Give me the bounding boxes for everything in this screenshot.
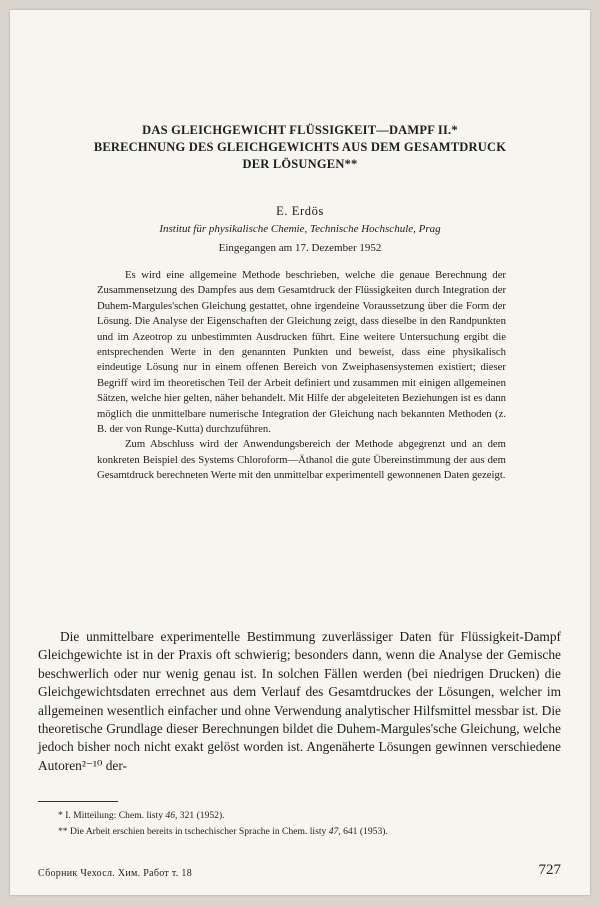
body-paragraph-1: Die unmittelbare experimentelle Bestimmung zuverlässiger Daten für Flüssigkeit-Dampf Gleichgewichte ist in der Praxis oft schwierig; besonders dann, wenn die Analyse der Gemische beschwerlich oder nur wenig genau ist. In solchen Fällen werden (bei niedrigen Drucken) die Gleichgewichtsdaten errechnet aus dem Verlauf des Gesamtdruckes der Lösungen, welcher im allgemeinen wesentlich einfacher und ohne Verwendung analytischer Hilfsmittel messbar ist. Die theoretische Grundlage dieser Berechnungen bildet die Duhem-Margules'sche Gleichung, welche jedoch bisher noch nicht exakt gelöst worden ist. Angenäherte Lösungen gewinnen verschiedene Autoren²⁻¹⁰ der- (38, 629, 561, 773)
footnote-1-volume: 46 (165, 810, 175, 821)
footnote-divider (38, 801, 118, 802)
abstract (97, 268, 506, 484)
journal-footer: Сборник Чехосл. Хим. Работ т. 18 (38, 868, 192, 879)
abstract-paragraph-2: Zum Abschluss wird der Anwendungsbereich der Methode abgegrenzt und an dem konkreten Beispiel des Systems Chloroform—Äthanol die gute Übereinstimmung der aus dem Gesamtdruck berechneten Werte mit den unmittelbar experimentell gewonnenen Daten gezeigt. (97, 438, 506, 482)
footnote-2-text: ** Die Arbeit erschien bereits in tschechischer Sprache in Chem. listy (58, 826, 329, 837)
article-title (50, 122, 550, 173)
paper-page (10, 10, 590, 895)
page-number: 727 (538, 862, 561, 878)
body-text (38, 628, 561, 775)
footnote-1-citation: , 321 (1952). (175, 810, 225, 821)
received-date: Eingegangen am 17. Dezember 1952 (218, 242, 382, 254)
author-affiliation: Institut für physikalische Chemie, Technische Hochschule, Prag (159, 223, 441, 235)
footnote-2 (58, 824, 558, 840)
title-line-2: BERECHNUNG DES GLEICHGEWICHTS AUS DEM GESAMTDRUCK (93, 140, 507, 154)
footnote-1-text: * I. Mitteilung: Chem. listy (58, 810, 166, 821)
footnote-1 (58, 808, 558, 824)
footnote-2-citation: , 641 (1953). (338, 826, 388, 837)
author-name: E. Erdös (276, 204, 324, 218)
abstract-paragraph-1: Es wird eine allgemeine Methode beschrieben, welche die genaue Berechnung der Zusammensetzung des Dampfes aus dem Gesamtdruck der Flüssigkeiten durch Integration der Duhem-Margules'schen Gleichung gestattet, ohne irgendeine Voraussetzung über die Form der Lösung. Die Analyse der Eigenschaften der Gleichung zeigt, dass dieselbe in den Randpunkten und im Azeotrop zu unbestimmten Ausdrucken führt. Eine weitere Untersuchung ergibt die entsprechenden Werte in den genannten Punkten und beweist, dass eine physikalisch eindeutige Lösung nur in einem offenen Bereich von Zweiphasensystemen existiert; dieser Begriff wird im theoretischen Teil der Arbeit definiert und zusammen mit einigen allgemeinen Sätzen, welche hier gelten, näher behandelt. Mit Hilfe der abgeleiteten Beziehungen ist es dann möglich die unmittelbare numerische Integration der Gleichung nach bekannten Methoden (z. B. der von Runge-Kutta) durchzuführen. (97, 269, 506, 436)
title-line-1: DAS GLEICHGEWICHT FLÜSSIGKEIT—DAMPF II.* (142, 123, 458, 137)
footnotes (58, 808, 558, 840)
title-line-3: DER LÖSUNGEN** (242, 157, 358, 171)
footnote-2-volume: 47 (328, 826, 339, 837)
